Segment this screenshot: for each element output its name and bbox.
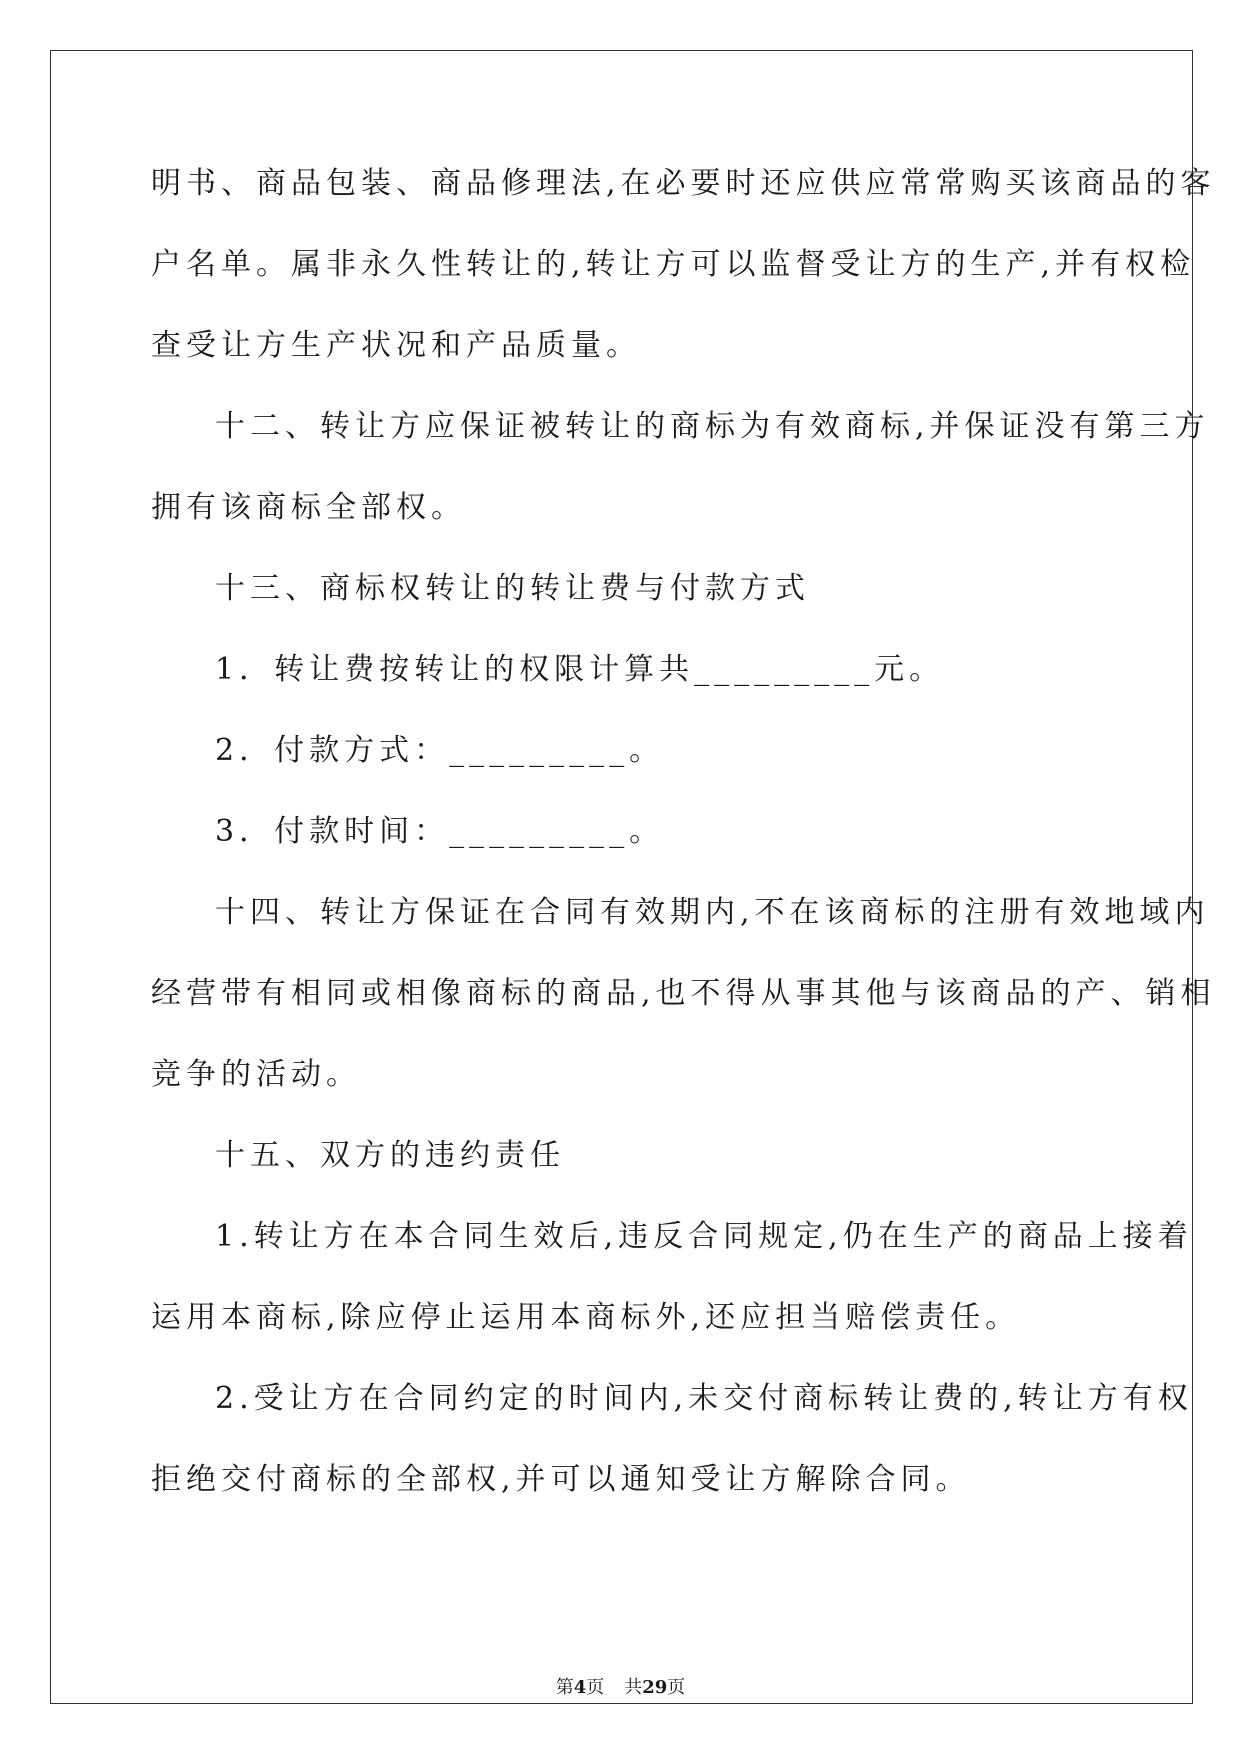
text-line: 明书、商品包装、商品修理法,在必要时还应供应常常购买该商品的客 <box>151 166 1216 201</box>
text-line: 查受让方生产状况和产品质量。 <box>151 328 641 363</box>
clause-14-line: 十四、转让方保证在合同有效期内,不在该商标的注册有效地域内 <box>215 895 1210 930</box>
clause-13-item-3: 3．付款时间：_________。 <box>215 814 665 849</box>
clause-15-heading: 十五、双方的违约责任 <box>215 1138 565 1173</box>
text-line: 运用本商标,除应停止运用本商标外,还应担当赔偿责任。 <box>151 1300 1021 1335</box>
clause-13-item-2: 2．付款方式：_________。 <box>215 733 665 768</box>
text-line: 竞争的活动。 <box>151 1057 361 1092</box>
text-line: 经营带有相同或相像商标的商品,也不得从事其他与该商品的产、销相 <box>151 976 1216 1011</box>
page-footer <box>0 1676 1241 1700</box>
page-label-suffix: 页 <box>586 1677 605 1698</box>
total-label-prefix: 共 <box>624 1677 643 1698</box>
text-line: 户名单。属非永久性转让的,转让方可以监督受让方的生产,并有权检 <box>151 247 1196 282</box>
text-line: 拥有该商标全部权。 <box>151 490 466 525</box>
clause-15-item-2: 2.受让方在合同约定的时间内,未交付商标转让费的,转让方有权 <box>215 1381 1193 1416</box>
page-number: 4 <box>573 1677 587 1698</box>
clause-12-line: 十二、转让方应保证被转让的商标为有效商标,并保证没有第三方 <box>215 409 1210 444</box>
total-pages: 29 <box>642 1677 668 1698</box>
document-body <box>151 164 1216 1541</box>
total-label-suffix: 页 <box>667 1677 686 1698</box>
text-line: 拒绝交付商标的全部权,并可以通知受让方解除合同。 <box>151 1462 971 1497</box>
clause-15-item-1: 1.转让方在本合同生效后,违反合同规定,仍在生产的商品上接着 <box>215 1219 1193 1254</box>
page-label-prefix: 第 <box>555 1677 574 1698</box>
clause-13-item-1: 1．转让费按转让的权限计算共_________元。 <box>215 652 945 687</box>
clause-13-heading: 十三、商标权转让的转让费与付款方式 <box>215 571 810 606</box>
